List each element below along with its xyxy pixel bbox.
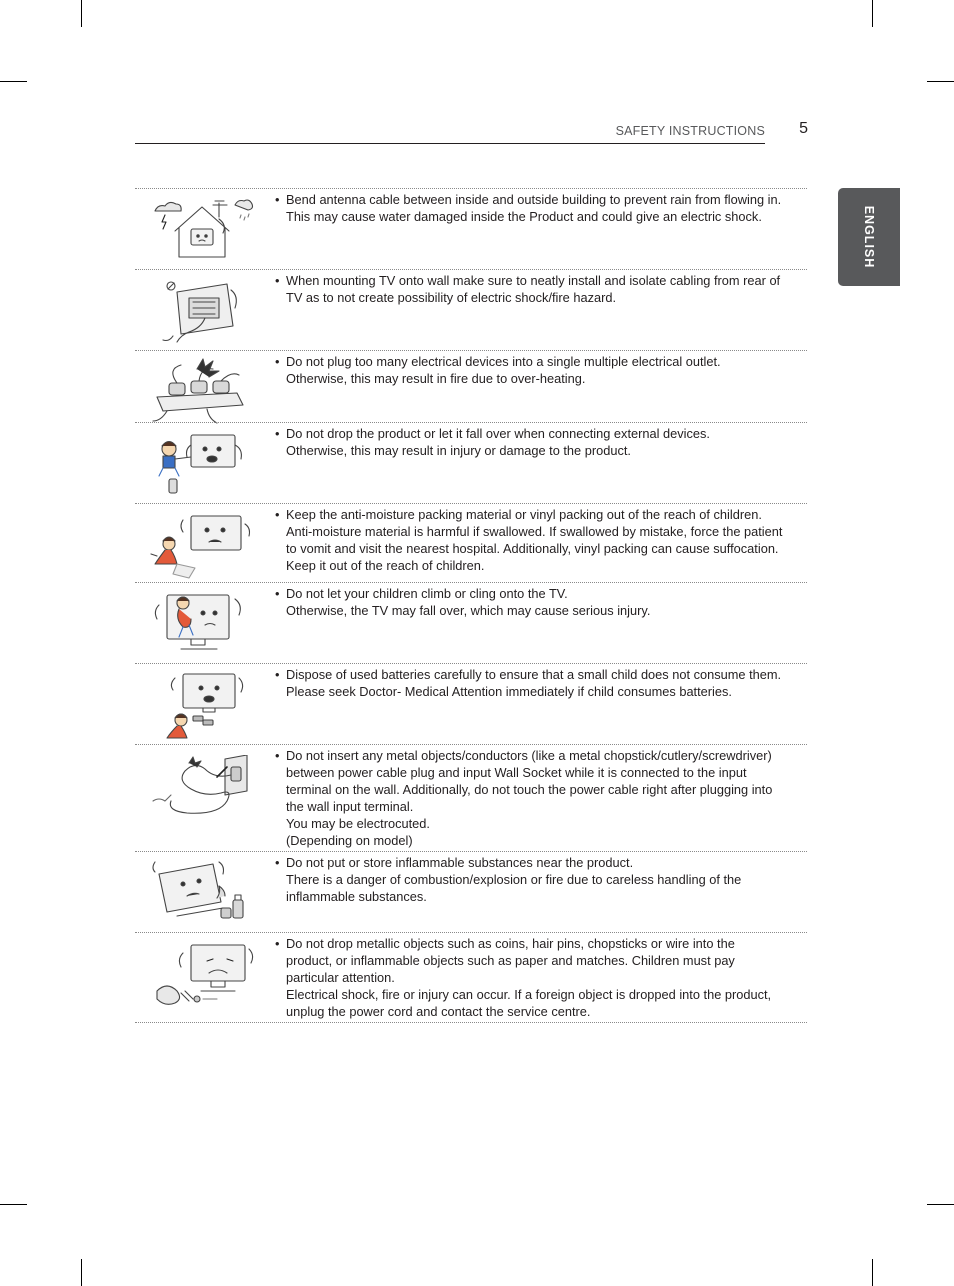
crop-mark: [927, 81, 954, 82]
text-line: Do not drop metallic objects such as coins, hair pins, chopsticks or wire into the: [286, 936, 735, 951]
text-line: Keep it out of the reach of children.: [286, 558, 485, 573]
text-line: Dispose of used batteries carefully to ensure that a small child does not consume them.: [286, 667, 782, 682]
item-text: [275, 272, 807, 306]
bullet: •: [275, 354, 280, 369]
text-line: product, or inflammable objects such as paper and matches. Children must pay: [286, 953, 735, 968]
list-item: [135, 744, 807, 851]
language-tab-label: ENGLISH: [862, 205, 876, 269]
text-line: Otherwise, the TV may fall over, which may cause serious injury.: [286, 603, 651, 618]
text-line: You may be electrocuted.: [286, 816, 430, 831]
text-line: Bend antenna cable between inside and outside building to prevent rain from flowing in.: [286, 192, 782, 207]
bullet: •: [275, 855, 280, 870]
list-item: [135, 663, 807, 744]
text-line: to vomit and visit the nearest hospital. Additionally, vinyl packing can cause suffocation.: [286, 541, 779, 556]
list-item: [135, 503, 807, 582]
text-line: Anti-moisture material is harmful if swallowed. If swallowed by mistake, force the patient: [286, 524, 783, 539]
text-line: There is a danger of combustion/explosion or fire due to careless handling of the: [286, 872, 742, 887]
bullet: •: [275, 748, 280, 763]
item-text: [275, 585, 807, 619]
list-item: [135, 188, 807, 269]
crop-mark: [81, 1259, 82, 1286]
bullet: •: [275, 507, 280, 522]
text-line: This may cause water damaged inside the Product and could give an electric shock.: [286, 209, 762, 224]
bullet: •: [275, 667, 280, 682]
overloaded-outlet-icon: [147, 357, 257, 427]
list-item: [135, 269, 807, 350]
bullet: •: [275, 586, 280, 601]
crop-mark: [927, 1204, 954, 1205]
language-tab: [838, 188, 900, 286]
child-climbing-icon: [147, 589, 257, 659]
text-line: Do not let your children climb or cling onto the TV.: [286, 586, 568, 601]
crop-mark: [872, 0, 873, 27]
list-item: [135, 350, 807, 422]
tv-falling-icon: [147, 429, 257, 499]
metallic-objects-icon: [147, 939, 257, 1009]
text-line: terminal on the wall. Additionally, do not touch the power cable right after plugging into: [286, 782, 773, 797]
metal-object-socket-icon: [147, 755, 257, 825]
flammable-substances-icon: [147, 858, 257, 928]
text-line: Otherwise, this may result in injury or damage to the product.: [286, 443, 631, 458]
list-item: [135, 932, 807, 1023]
text-line: particular attention.: [286, 970, 395, 985]
section-title: SAFETY INSTRUCTIONS: [615, 124, 765, 138]
item-text: [275, 425, 807, 459]
safety-list: [135, 188, 807, 1023]
bullet: •: [275, 273, 280, 288]
text-line: inflammable substances.: [286, 889, 427, 904]
item-text: [275, 747, 807, 849]
text-line: the wall input terminal.: [286, 799, 414, 814]
crop-mark: [0, 1204, 27, 1205]
crop-mark: [0, 81, 27, 82]
item-text: [275, 506, 807, 574]
text-line: TV as to not create possibility of electric shock/fire hazard.: [286, 290, 617, 305]
item-text: [275, 353, 807, 387]
item-text: [275, 191, 807, 225]
header-rule: [135, 143, 765, 144]
page-number: 5: [799, 120, 808, 137]
bullet: •: [275, 936, 280, 951]
text-line: unplug the power cord and contact the service centre.: [286, 1004, 591, 1019]
text-line: Otherwise, this may result in fire due to over-heating.: [286, 371, 586, 386]
wall-mount-cabling-icon: [147, 276, 257, 346]
text-line: When mounting TV onto wall make sure to neatly install and isolate cabling from rear of: [286, 273, 781, 288]
page-header: [135, 121, 810, 145]
text-line: Do not put or store inflammable substances near the product.: [286, 855, 634, 870]
text-line: Please seek Doctor- Medical Attention immediately if child consumes batteries.: [286, 684, 732, 699]
child-packing-icon: [147, 510, 257, 580]
text-line: between power cable plug and input Wall Socket while it is connected to the input: [286, 765, 747, 780]
item-text: [275, 666, 807, 700]
text-line: Do not drop the product or let it fall over when connecting external devices.: [286, 426, 710, 441]
item-text: [275, 854, 807, 905]
antenna-house-icon: [147, 195, 257, 265]
child-battery-icon: [147, 670, 257, 740]
crop-mark: [872, 1259, 873, 1286]
text-line: Electrical shock, fire or injury can occur. If a foreign object is dropped into the product,: [286, 987, 772, 1002]
text-line: Keep the anti-moisture packing material or vinyl packing out of the reach of children.: [286, 507, 762, 522]
bullet: •: [275, 426, 280, 441]
list-item: [135, 422, 807, 503]
list-item: [135, 582, 807, 663]
text-line: (Depending on model): [286, 833, 413, 848]
item-text: [275, 935, 807, 1020]
text-line: Do not plug too many electrical devices into a single multiple electrical outlet.: [286, 354, 721, 369]
bullet: •: [275, 192, 280, 207]
text-line: Do not insert any metal objects/conductors (like a metal chopstick/cutlery/screwdriver): [286, 748, 772, 763]
list-item: [135, 851, 807, 932]
crop-mark: [81, 0, 82, 27]
